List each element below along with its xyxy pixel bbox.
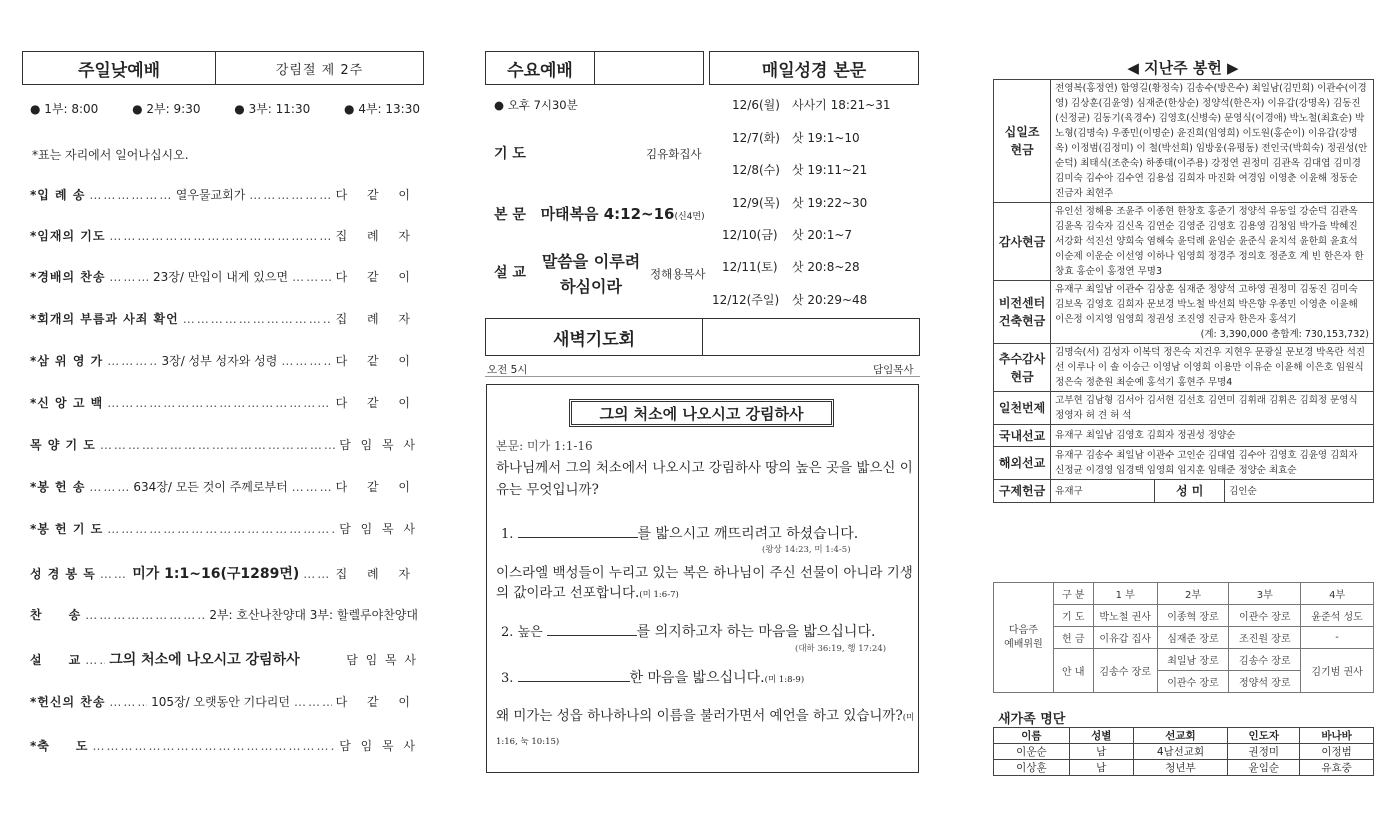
bible-text: 삿 20:29~48 (792, 293, 868, 307)
offering-category: 추수감사 현금 (994, 344, 1051, 392)
study-paragraph-2: 이스라엘 백성들이 누리고 있는 복은 하나님이 주신 선물이 아니라 기생의 값이라고 선포합니다.(미 1:6-7) (496, 565, 913, 601)
offering-row (994, 447, 1374, 480)
time-2: ● 2부: 9:30 (132, 102, 201, 116)
wednesday-sermon-label: 설 교 (494, 265, 526, 281)
wednesday-prayer-label: 기 도 (494, 146, 526, 162)
offering-row (994, 80, 1374, 203)
newfamily-row: 이상훈 남 청년부 윤임순 유효중 (994, 760, 1374, 776)
order-row: *삼 위 영 가 ………………………………………………………………………………………… 3장/ 성부 성자와 성령 ………………………………………………………………………………………… 다 같 이 (30, 352, 418, 369)
dawn-title-box (485, 318, 703, 356)
offering-category: 감사현금 (994, 203, 1051, 281)
order-row: *봉 헌 송 ………………………………………………………………………………………… 634장/ 모든 것이 주께로부터 ………………………………………………………………………………………… 다 같 이 (30, 478, 418, 495)
answer-blank[interactable] (547, 635, 637, 636)
order-row: *축 도 ………………………………………………………………………………………… 담 임 목 사 (30, 737, 418, 754)
offering-row (994, 344, 1374, 392)
study-answer-3: 3. 한 마음을 밟으십니다.(미 1:8-9) (501, 670, 805, 686)
order-row: *임재의 기도 ………………………………………………………………………………………… 집 례 자 (30, 227, 418, 244)
holy-rice-name: 김인순 (1229, 485, 1257, 497)
offering-names: 고부현 김남형 김서아 김서현 김선호 김연미 김휘래 김휘은 김희정 문영식 정영자 허 견 허 석 (1051, 392, 1374, 425)
offering-names: 유인선 정해용 조윤주 이종현 한창호 홍준기 정양석 유동일 강순덕 김관옥 김윤옥 김숙자 김신옥 김연순 김영준 김영호 김용영 김청임 박가을 박혜진 서강화 석진선 양희숙 염해숙 윤덕례 윤임순 윤준식 윤치석 윤한희 윤효석 이순제 이운순 이선영 이하나 임영희 정경주 정의호 정준호 계 빈 한은자 한창효 홍순이 홍정연 무명3 (1051, 203, 1374, 281)
committee-row: 기 도 박노철 권사 이종혁 장로 이관수 장로 윤준석 성도 (994, 605, 1374, 627)
standing-note: *표는 자리에서 일어나십시오. (32, 148, 189, 162)
daily-bible-title-box (709, 51, 919, 85)
bible-date: 12/10(금) (722, 228, 778, 242)
newfamily-table: 이름 성별 선교회 인도자 바나바 이운순 남 4남선교회 권정미 이정범 이상훈 남 청년부 윤임순 유효중 (993, 727, 1374, 776)
wednesday-sermon-person: 정해용목사 (650, 267, 706, 281)
order-row: 찬 송 ………………………………………………………………………………………… 2부: 호산나찬양대 3부: 할렐루야찬양대 (30, 606, 418, 623)
order-row: *경배의 찬송 ………………………………………………………………………………………… 23장/ 만입이 내게 있으면 ………………………………………………………………………………………… 다 같 이 (30, 268, 418, 285)
committee-row: 헌 금 이유갑 집사 심재준 장로 조진원 장로 - (994, 627, 1374, 649)
committee-header: 1 부 (1093, 583, 1157, 605)
wednesday-blank-box (594, 51, 704, 85)
study-answer-1-ref: (왕상 14:23, 미 1:4-5) (762, 545, 851, 555)
committee-header: 구 분 (1053, 583, 1093, 605)
study-answer-1: 1. 를 밟으시고 깨뜨리려고 하셨습니다. (501, 526, 859, 542)
study-title: 그의 처소에 나오시고 강림하사 (569, 399, 834, 427)
study-box (486, 384, 919, 773)
bible-text: 삿 19:1~10 (792, 131, 860, 145)
study-ref: 본문: 미가 1:1-16 (496, 439, 593, 453)
order-row: *헌신의 찬송 ………………………………………………………………………………………… 105장/ 오랫동안 기다리던 ………………………………………………………………………………………… 다 같 이 (30, 693, 418, 710)
wednesday-sermon-title: 말씀을 이루려 하심이라 (541, 252, 641, 296)
relief-name: 유재구 (1051, 480, 1155, 502)
bible-date: 12/12(주일) (712, 293, 780, 307)
offering-category: 해외선교 (994, 447, 1051, 480)
sunday-subtitle-box (215, 51, 424, 85)
committee-table (993, 582, 1374, 693)
offering-category: 십일조 현금 (994, 80, 1051, 203)
committee-row: 이관수 장로 정양석 장로 (994, 671, 1374, 693)
dawn-title: 새벽기도회 (552, 329, 636, 350)
offering-category: 일천번제 (994, 392, 1051, 425)
study-answer-2-ref: (대하 36:19, 행 17:24) (795, 644, 887, 654)
bible-date: 12/8(수) (732, 163, 780, 177)
wednesday-title-box (485, 51, 595, 85)
committee-side-label: 다음주 예배위원 (994, 583, 1054, 693)
order-row: 성 경 봉 독 ………………………………………………………………………………………… 미가 1:1~16(구1289면) ………………………………………………………………………………………… 집 례 자 (30, 563, 418, 583)
bible-text: 삿 19:22~30 (792, 196, 868, 210)
offering-names: 유재구 최일남 김영호 김희자 정권성 정양순 (1051, 425, 1374, 447)
wednesday-time: ● 오후 7시30분 (494, 98, 578, 112)
offering-names: 유재구 김송수 최일남 이관수 고인순 김대엽 김수아 김영호 김윤영 김희자 신정균 이경영 임경택 임영희 임지훈 임태준 정양순 최효순 (1051, 447, 1374, 480)
order-row: 설 교 ………………………………………………………………………………………… 그의 처소에 나오시고 강림하사 담 임 목 사 (30, 649, 418, 669)
bible-date: 12/11(토) (722, 260, 778, 274)
offering-row (994, 392, 1374, 425)
offering-names: 유재구 최일남 이관수 김상훈 심재준 정양석 고하영 권정미 김동진 김미숙 김보옥 김영호 김희자 문보경 박노철 박선희 박은향 우종민 이영춘 이윤해 이은정 이지영 임영희 정권성 조진영 진금자 한은자 홍석기 (계: 3,390,000 총합계: 730,153,732) (1051, 281, 1374, 344)
bible-text: 삿 19:11~21 (792, 163, 868, 177)
dawn-time: 오전 5시 (487, 364, 528, 376)
sunday-times (30, 100, 420, 117)
offering-category: 구제헌금 (994, 480, 1051, 503)
bible-date: 12/7(화) (732, 131, 780, 145)
offering-row (994, 281, 1374, 344)
sunday-subtitle: 강림절 제 2주 (275, 62, 364, 78)
offering-category: 비전센터 건축현금 (994, 281, 1051, 344)
bible-text: 사사기 18:21~31 (792, 98, 891, 112)
sunday-title-box (22, 51, 216, 85)
order-row: *신 앙 고 백 ………………………………………………………………………………………… 다 같 이 (30, 394, 418, 411)
order-row: 목 양 기 도 ………………………………………………………………………………………… 담 임 목 사 (30, 436, 418, 453)
bible-text: 삿 20:1~7 (792, 228, 853, 242)
committee-header: 2부 (1157, 583, 1229, 605)
study-question-1: 하나님께서 그의 처소에서 나오시고 강림하사 땅의 높은 곳을 밟으신 이유는 무엇입니까? (496, 460, 913, 498)
offering-total: (계: 3,390,000 총합계: 730,153,732) (1200, 329, 1369, 340)
sunday-title: 주일낮예배 (77, 60, 161, 81)
offering-names: 김명숙(서) 김성자 이복덕 정은숙 지건우 지현우 문광실 문보경 박옥란 석진선 이루나 이 솔 이승근 이영남 이영희 이용만 이유순 이윤해 이은호 임원식 정은숙 정춘원 최순예 홍석기 홍현주 무명4 (1051, 344, 1374, 392)
offering-row (994, 425, 1374, 447)
dawn-leader: 담임목사 (873, 364, 914, 376)
wednesday-text: 본 문 마태복음 4:12~16(신4면) (494, 205, 705, 223)
study-question-2: 왜 미가는 성읍 하나하나의 이름을 불러가면서 예언을 하고 있습니까?(미 1:16, 눅 10:15) (496, 708, 915, 747)
answer-blank[interactable] (518, 537, 638, 538)
wednesday-prayer-person: 김유화집사 (646, 147, 702, 161)
offering-names: 전영복(홍정연) 함영길(황정숙) 김송수(방은수) 최일남(김민희) 이관수(이경영) 김상훈(김윤영) 심재준(한상순) 정양석(한은자) 이유갑(강명옥) 김동진(신정균) 김동기(육경수) 김영호(신병숙) 문영식(이경애) 박노철(최효순) 박노형(김명숙) 우종민(이명순) 윤진희(임영희) 이도원(홍순이) 이유갑(강명옥) 이정범(김정미) 이 철(박선희) 임방웅(유평동) 전인국(박희숙) 정권성(안순덕) 최태식(조춘숙) 하종태(이주용) 강정연 권정미 김관옥 김대엽 김미경 김미숙 김수아 김수연 김용섭 김희자 마진화 여경임 이영춘 이윤해 정동순 진금자 최현주 (1051, 80, 1374, 203)
newfamily-row: 이운순 남 4남선교회 권정미 이정범 (994, 744, 1374, 760)
offerings-table (993, 79, 1374, 503)
study-answer-2: 2. 높은 를 의지하고자 하는 마음을 밟으십니다. (501, 624, 876, 640)
offering-row (994, 480, 1374, 503)
committee-header: 3부 (1229, 583, 1301, 605)
bible-text: 삿 20:8~28 (792, 260, 860, 274)
time-3: ● 3부: 11:30 (234, 102, 311, 116)
answer-blank[interactable] (518, 681, 630, 682)
committee-header: 4부 (1301, 583, 1374, 605)
order-row: *회개의 부름과 사죄 확언 ………………………………………………………………………………………… 집 례 자 (30, 310, 418, 327)
bible-date: 12/6(월) (732, 98, 780, 112)
offering-category: 국내선교 (994, 425, 1051, 447)
time-4: ● 4부: 13:30 (344, 102, 420, 116)
daily-bible-title: 매일성경 본문 (761, 60, 867, 81)
time-1: ● 1부: 8:00 (30, 102, 99, 116)
offerings-title: ◀ 지난주 봉헌 ▶ (1127, 59, 1239, 77)
bible-date: 12/9(목) (732, 196, 780, 210)
order-row: *봉 헌 기 도 ………………………………………………………………………………………… 담 임 목 사 (30, 520, 418, 537)
committee-row: 안 내 김송수 장로 최일남 장로 김송수 장로 김기범 권사 (994, 649, 1374, 671)
dawn-blank-box (702, 318, 920, 356)
newfamily-title: 새가족 명단 (998, 712, 1066, 727)
holy-rice-label: 성 미 (1155, 480, 1225, 502)
wednesday-title: 수요예배 (507, 60, 573, 81)
offering-row (994, 203, 1374, 281)
divider (485, 376, 920, 377)
order-row: *입 례 송 ………………………………………………………………………………………… 열우물교회가 ………………………………………………………………………………………… 다 같 이 (30, 186, 418, 203)
